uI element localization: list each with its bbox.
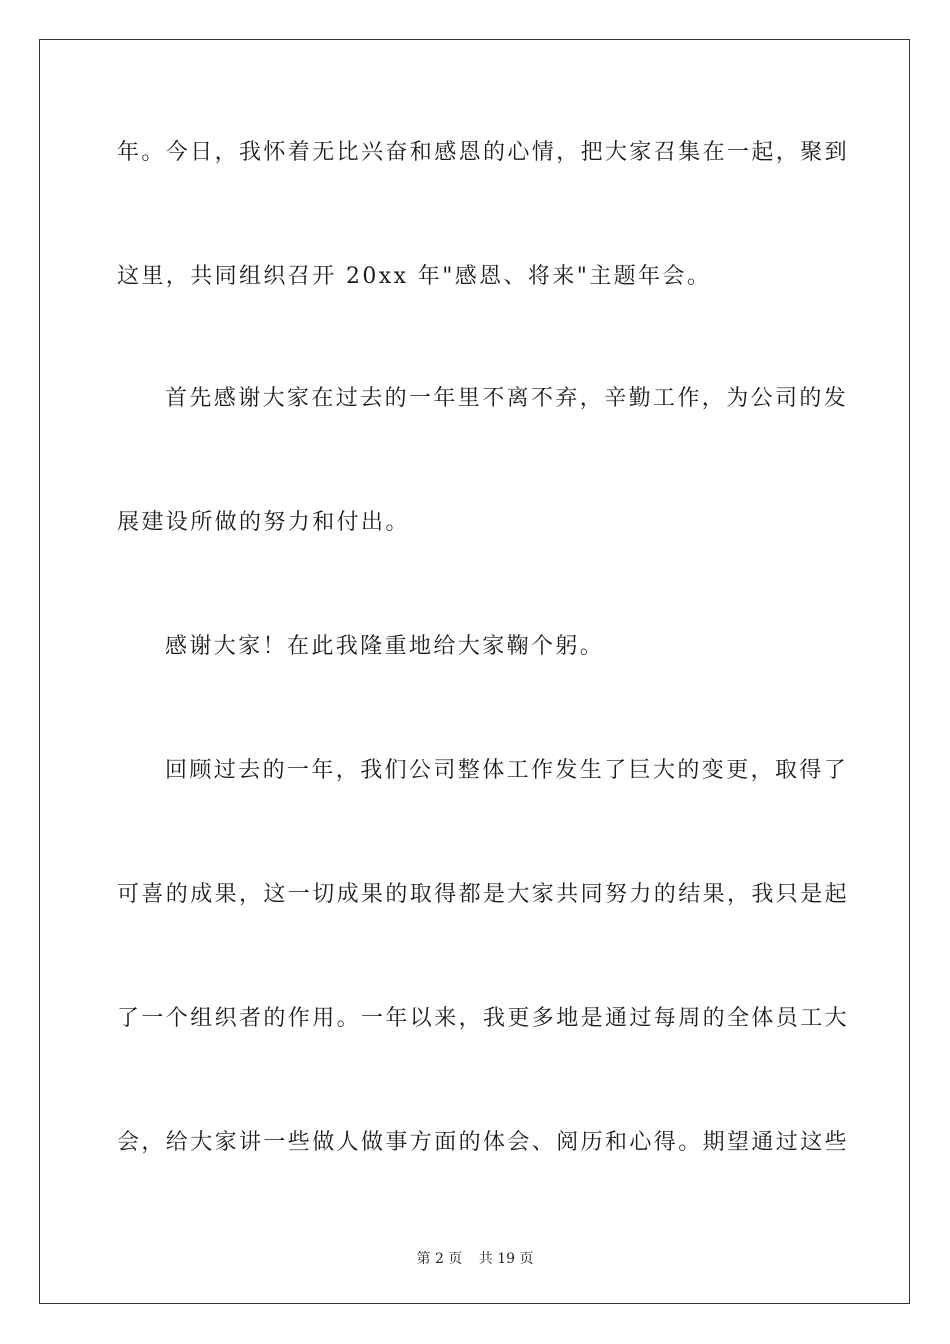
page-footer (0, 1248, 950, 1268)
text-line: 了一个组织者的作用。一年以来，我更多地是通过每周的全体员工大 (117, 1006, 850, 1031)
text-line: 年。今日，我怀着无比兴奋和感恩的心情，把大家召集在一起，聚到 (117, 140, 850, 165)
page-number: 第 2 页 (416, 1251, 463, 1267)
page-border (39, 39, 910, 1304)
text-line: 可喜的成果，这一切成果的取得都是大家共同努力的结果，我只是起 (117, 882, 850, 907)
text-line: 这里，共同组织召开 20xx 年"感恩、将来"主题年会。 (117, 264, 712, 289)
paragraph-start-line: 感谢大家！在此我隆重地给大家鞠个躬。 (165, 634, 605, 659)
total-pages: 共 19 页 (478, 1251, 534, 1267)
text-line: 会，给大家讲一些做人做事方面的体会、阅历和心得。期望通过这些 (117, 1130, 850, 1155)
paragraph-start-line: 首先感谢大家在过去的一年里不离不弃，辛勤工作，为公司的发 (165, 386, 849, 411)
text-line: 展建设所做的努力和付出。 (117, 510, 410, 535)
paragraph-start-line: 回顾过去的一年，我们公司整体工作发生了巨大的变更，取得了 (165, 758, 849, 783)
